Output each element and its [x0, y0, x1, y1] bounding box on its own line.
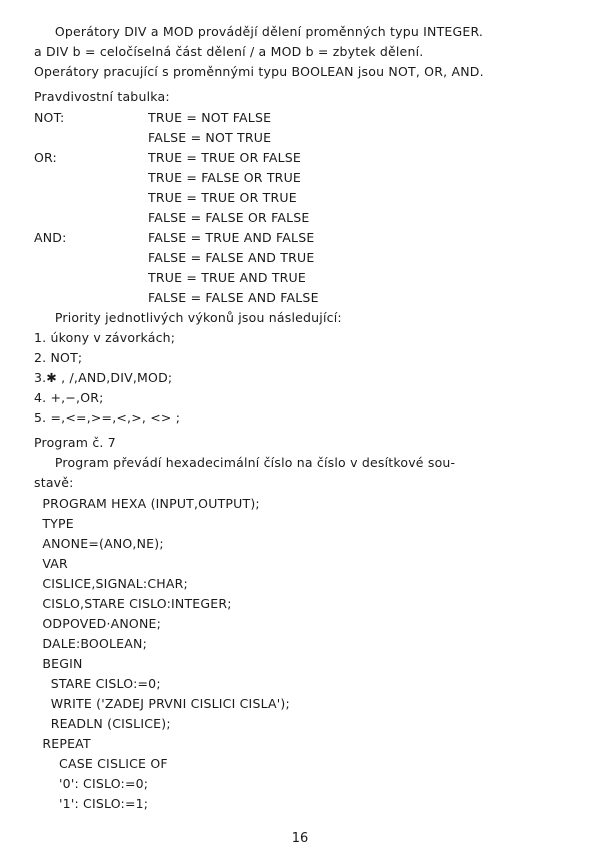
truth-table-expr: TRUE = NOT FALSE [148, 110, 272, 125]
program-description-line: Program převádí hexadecimální číslo na číslo v desítkové sou- [34, 455, 456, 470]
code-line: STARE CISLO:=0; [34, 676, 161, 691]
intro-line: a DIV b = celočíselná část dělení / a MOD b = zbytek dělení. [34, 44, 424, 59]
truth-table-expr: FALSE = FALSE OR FALSE [148, 210, 310, 225]
program-heading: Program č. 7 [34, 435, 116, 450]
truth-table-expr: FALSE = FALSE AND FALSE [148, 290, 319, 305]
priority-heading: Priority jednotlivých výkonů jsou následující: [34, 310, 342, 325]
code-line: DALE:BOOLEAN; [34, 636, 147, 651]
truth-table-expr: TRUE = TRUE OR FALSE [148, 150, 302, 165]
truth-table-op: AND: [34, 230, 67, 245]
code-line: VAR [34, 556, 68, 571]
priority-item: 1. úkony v závorkách; [34, 330, 176, 345]
code-line: TYPE [34, 516, 74, 531]
truth-table-expr: TRUE = FALSE OR TRUE [148, 170, 302, 185]
code-line: CASE CISLICE OF [34, 756, 168, 771]
intro-line: Operátory DIV a MOD provádějí dělení proměnných typu INTEGER. [34, 24, 484, 39]
truth-table-op: OR: [34, 150, 57, 165]
code-line: REPEAT [34, 736, 91, 751]
code-line: '0': CISLO:=0; [34, 776, 149, 791]
truth-table-expr: FALSE = NOT TRUE [148, 130, 272, 145]
code-line: '1': CISLO:=1; [34, 796, 149, 811]
code-line: ODPOVED·ANONE; [34, 616, 162, 631]
truth-table-expr: FALSE = FALSE AND TRUE [148, 250, 315, 265]
code-line: BEGIN [34, 656, 83, 671]
code-line: PROGRAM HEXA (INPUT,OUTPUT); [34, 496, 260, 511]
priority-item: 5. =,<=,>=,<,>, <> ; [34, 410, 181, 425]
truth-table-expr: TRUE = TRUE AND TRUE [148, 270, 306, 285]
code-line: ANONE=(ANO,NE); [34, 536, 164, 551]
code-line: WRITE ('ZADEJ PRVNI CISLICI CISLA'); [34, 696, 290, 711]
truth-table-expr: FALSE = TRUE AND FALSE [148, 230, 315, 245]
priority-item: 2. NOT; [34, 350, 83, 365]
priority-item: 3.✱ , /,AND,DIV,MOD; [34, 370, 173, 385]
page-number: 16 [291, 831, 309, 846]
truth-table-expr: TRUE = TRUE OR TRUE [148, 190, 297, 205]
code-line: CISLICE,SIGNAL:CHAR; [34, 576, 188, 591]
truth-table-heading: Pravdivostní tabulka: [34, 89, 170, 104]
truth-table-op: NOT: [34, 110, 65, 125]
priority-item: 4. +,−,OR; [34, 390, 104, 405]
intro-line: Operátory pracující s proměnnými typu BOOLEAN jsou NOT, OR, AND. [34, 64, 484, 79]
code-line: READLN (CISLICE); [34, 716, 171, 731]
program-description-line: stavě: [34, 475, 74, 490]
code-line: CISLO,STARE CISLO:INTEGER; [34, 596, 232, 611]
